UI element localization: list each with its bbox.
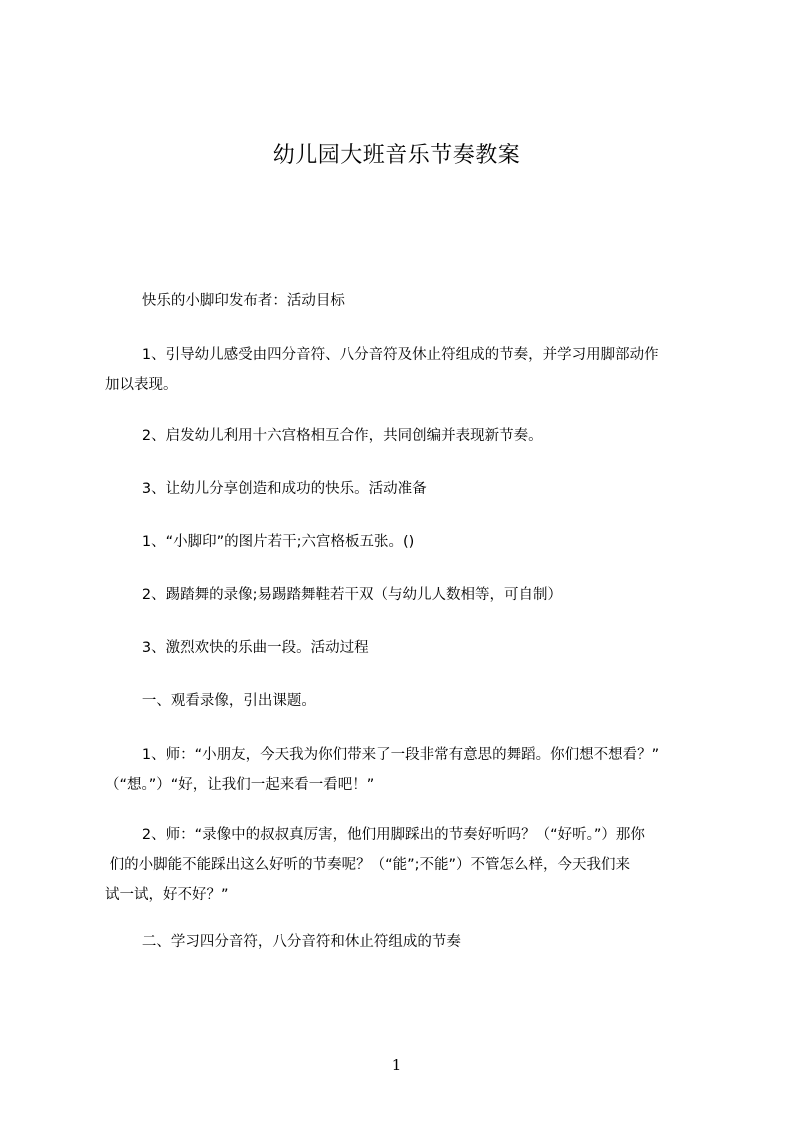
page-number: 1 <box>391 1056 402 1074</box>
paragraph-objective-1 <box>105 340 725 400</box>
paragraph-line: 3、让幼儿分享创造和成功的快乐。活动准备 <box>105 481 427 497</box>
paragraph-process-step-2 <box>105 820 725 910</box>
paragraph-line: 1、引导幼儿感受由四分音符、八分音符及休止符组成的节奏，并学习用脚部动作 <box>105 347 659 363</box>
paragraph-process-heading-1 <box>105 686 725 716</box>
paragraph-preparation-1 <box>105 527 725 557</box>
paragraph-objective-2 <box>105 421 725 451</box>
paragraph-line: 1、师：“小朋友，今天我为你们带来了一段非常有意思的舞蹈。你们想不想看？” <box>105 747 660 763</box>
paragraph-line: 1、“小脚印”的图片若干;六宫格板五张。() <box>105 534 415 550</box>
paragraph-preparation-2 <box>105 580 725 610</box>
paragraph-process-heading-2 <box>105 927 725 957</box>
paragraph-process-step-1 <box>105 740 725 800</box>
paragraph-preparation-3 <box>105 633 725 663</box>
document-title: 幼儿园大班音乐节奏教案 <box>272 143 521 168</box>
paragraph-line: 2、启发幼儿利用十六宫格相互合作，共同创编并表现新节奏。 <box>105 428 543 444</box>
paragraph-line: 2、师：“录像中的叔叔真厉害，他们用脚踩出的节奏好听吗？（“好听。”）那你 <box>105 827 645 843</box>
paragraph-line: 2、踢踏舞的录像;易踢踏舞鞋若干双（与幼儿人数相等，可自制） <box>105 587 562 603</box>
paragraph-line: 试一试，好不好？” <box>105 887 229 903</box>
paragraph-line: （“想。”）“好，让我们一起来看一看吧！” <box>105 777 375 793</box>
paragraph-line: 3、激烈欢快的乐曲一段。活动过程 <box>105 640 369 656</box>
paragraph-line: 加以表现。 <box>105 377 178 393</box>
paragraph-line: 二、学习四分音符，八分音符和休止符组成的节奏 <box>105 934 461 950</box>
paragraph-line: 快乐的小脚印发布者：活动目标 <box>105 293 345 309</box>
paragraph-objective-3 <box>105 474 725 504</box>
paragraph-line: 们的小脚能不能踩出这么好听的节奏呢？（“能”;不能”）不管怎么样，今天我们来 <box>105 857 631 873</box>
paragraph-author-objectives <box>105 286 725 316</box>
paragraph-line: 一、观看录像，引出课题。 <box>105 693 316 709</box>
